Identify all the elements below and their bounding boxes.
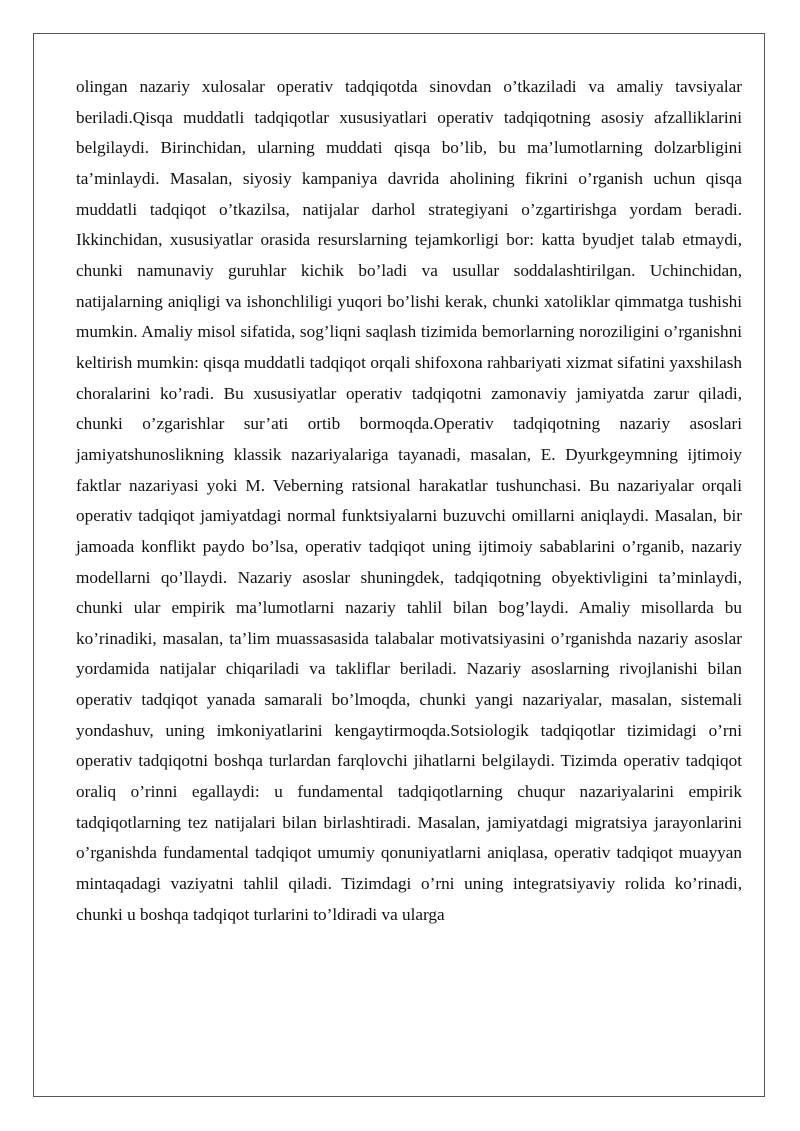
body-paragraph: olingan nazariy xulosalar operativ tadqiqotda sinovdan o’tkaziladi va amaliy tavsiyalar beriladi.Qisqa muddatli tadqiqotlar xususiyatlari operativ tadqiqotning asosiy afzalliklarini belgilaydi. Birinchidan, ularning muddati qisqa bo’lib, bu ma’lumotlarning dolzarbligini ta’minlaydi. Masalan, siyosiy kampaniya davrida aholining fikrini o’rganish uchun qisqa muddatli tadqiqot o’tkazilsa, natijalar darhol strategiyani o’zgartirishga yordam beradi. Ikkinchidan, xususiyatlar orasida resurslarning tejamkorligi bor: katta byudjet talab etmaydi, chunki namunaviy guruhlar kichik bo’ladi va usullar soddalashtirilgan. Uchinchidan, natijalarning aniqligi va ishonchliligi yuqori bo’lishi kerak, chunki xatoliklar qimmatga tushishi mumkin. Amaliy misol sifatida, sog’liqni saqlash tizimida bemorlarning noroziligini o’rganishni keltirish mumkin: qisqa muddatli tadqiqot orqali shifoxona rahbariyati xizmat sifatini yaxshilash choralarini ko’radi. Bu xususiyatlar operativ tadqiqotni zamonaviy jamiyatda zarur qiladi, chunki o’zgarishlar sur’ati ortib bormoqda.Operativ tadqiqotning nazariy asoslari jamiyatshunoslikning klassik nazariyalariga tayanadi, masalan, E. Dyurkgeymning ijtimoiy faktlar nazariyasi yoki M. Veberning ratsional harakatlar tushunchasi. Bu nazariyalar orqali operativ tadqiqot jamiyatdagi normal funktsiyalarni buzuvchi omillarni aniqlaydi. Masalan, bir jamoada konflikt paydo bo’lsa, operativ tadqiqot uning ijtimoiy sabablarini o’rganib, nazariy modellarni qo’llaydi. Nazariy asoslar shuningdek, tadqiqotning obyektivligini ta’minlaydi, chunki ular empirik ma’lumotlarni nazariy tahlil bilan bog’laydi. Amaliy misollarda bu ko’rinadiki, masalan, ta’lim muassasasida talabalar motivatsiyasini o’rganishda nazariy asoslar yordamida natijalar chiqariladi va takliflar beriladi. Nazariy asoslarning rivojlanishi bilan operativ tadqiqot yanada samarali bo’lmoqda, chunki yangi nazariyalar, masalan, sistemali yondashuv, uning imkoniyatlarini kengaytirmoqda.Sotsiologik tadqiqotlar tizimidagi o’rni operativ tadqiqotni boshqa turlardan farqlovchi jihatlarni belgilaydi. Tizimda operativ tadqiqot oraliq o’rinni egallaydi: u fundamental tadqiqotlarning chuqur nazariyalarini empirik tadqiqotlarning tez natijalari bilan birlashtiradi. Masalan, jamiyatdagi migratsiya jarayonlarini o’rganishda fundamental tadqiqot umumiy qonuniyatlarni aniqlasa, operativ tadqiqot muayyan mintaqadagi vaziyatni tahlil qiladi. Tizimdagi o’rni uning integratsiyaviy rolida ko’rinadi, chunki u boshqa tadqiqot turlarini to’ldiradi va ularga xyxy=(76,77,742,924)
